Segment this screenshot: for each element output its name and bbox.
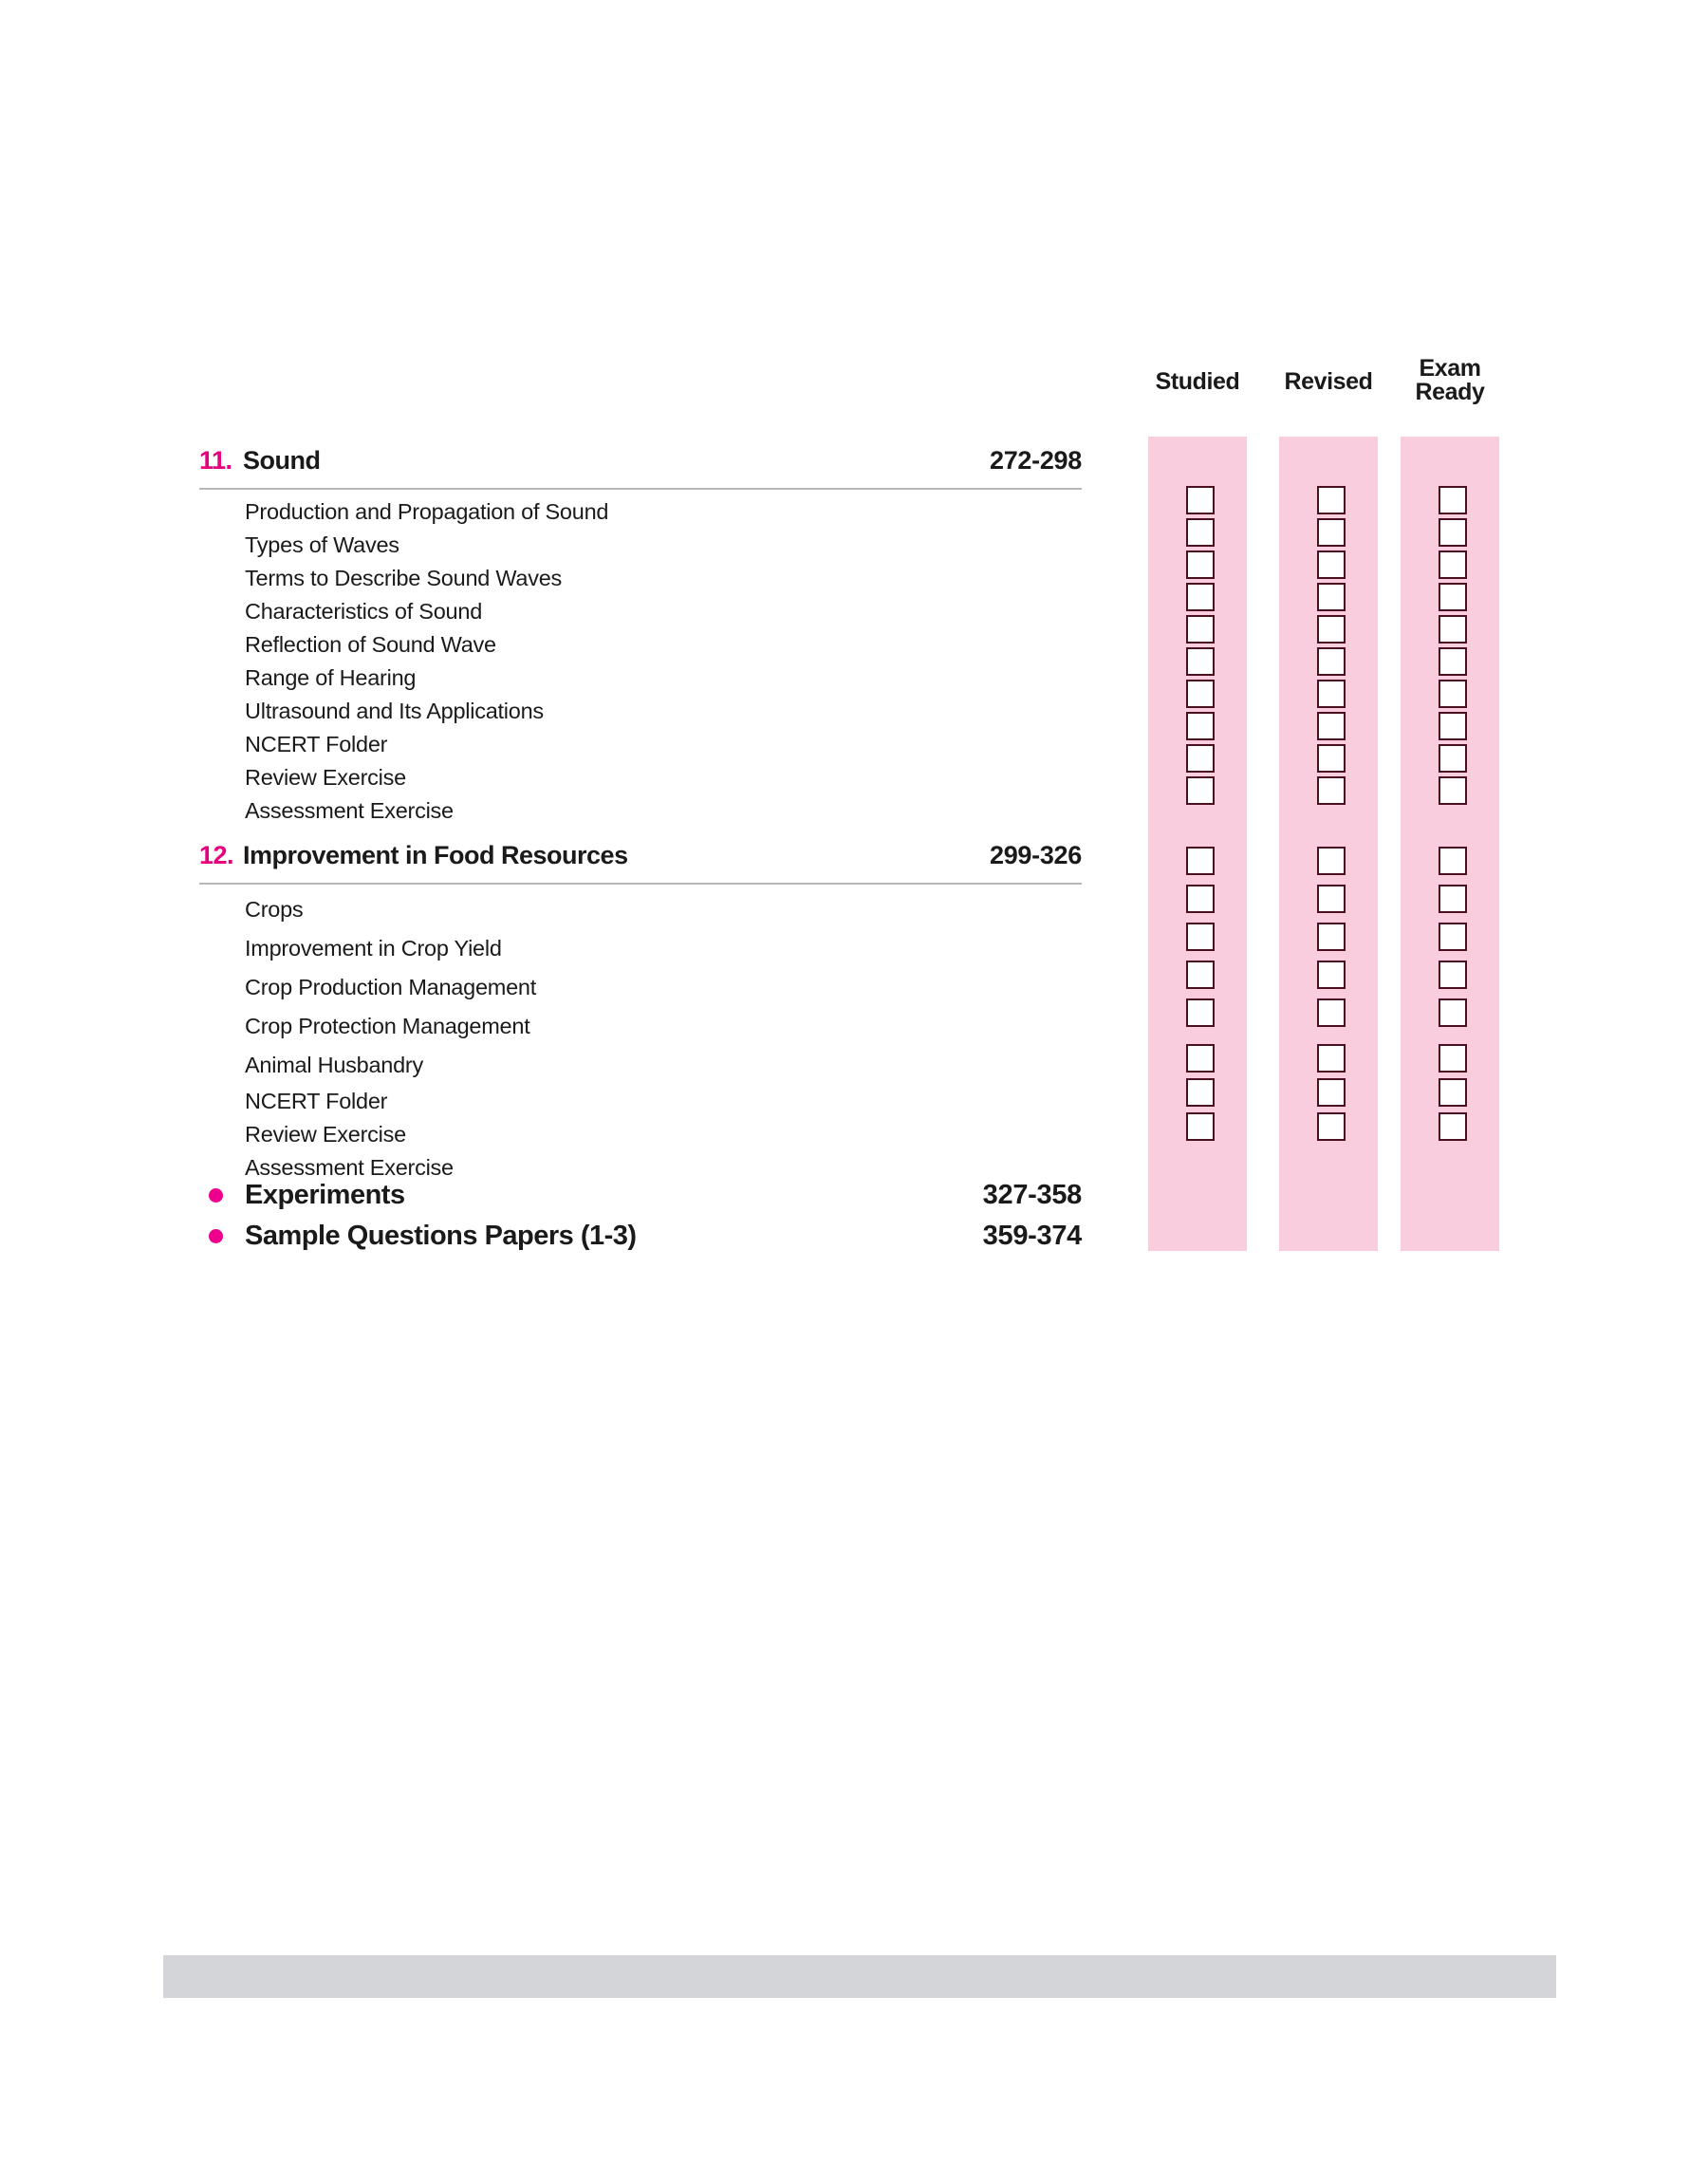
- checkbox-exam-ready-12-6[interactable]: [1439, 1044, 1467, 1073]
- appendix-pages-experiments: 327-358: [982, 1180, 1082, 1210]
- checkbox-revised-12-3[interactable]: [1317, 923, 1346, 951]
- column-header-studied: Studied: [1155, 368, 1240, 395]
- checkbox-exam-ready-11-2[interactable]: [1439, 518, 1467, 547]
- footer-bar: [163, 1955, 1556, 1998]
- checkbox-revised-12-7[interactable]: [1317, 1078, 1346, 1107]
- checkbox-studied-12-3[interactable]: [1186, 923, 1215, 951]
- list-item[interactable]: Review Exercise: [245, 1122, 406, 1147]
- checkbox-exam-ready-11-1[interactable]: [1439, 486, 1467, 514]
- chapter-11-topic-list: [199, 495, 1082, 828]
- appendix-entry-experiments[interactable]: [199, 1175, 1082, 1216]
- checkbox-exam-ready-11-6[interactable]: [1439, 647, 1467, 676]
- checkbox-revised-11-6[interactable]: [1317, 647, 1346, 676]
- appendix-entry-sample-papers[interactable]: [199, 1216, 1082, 1257]
- chapter-pages-12: 299-326: [990, 841, 1082, 869]
- chapter-number-11: 11.: [199, 446, 232, 475]
- list-item[interactable]: Types of Waves: [245, 532, 399, 557]
- chapter-title-11: Sound: [243, 446, 321, 475]
- checkbox-revised-11-2[interactable]: [1317, 518, 1346, 547]
- list-item[interactable]: NCERT Folder: [245, 1089, 388, 1113]
- list-item[interactable]: Assessment Exercise: [245, 1155, 454, 1180]
- chapter-heading-12[interactable]: [199, 841, 1082, 885]
- column-header-revised: Revised: [1284, 368, 1373, 395]
- checkbox-studied-12-1[interactable]: [1186, 847, 1215, 875]
- checkbox-exam-ready-12-8[interactable]: [1439, 1112, 1467, 1141]
- checkbox-exam-ready-11-8[interactable]: [1439, 712, 1467, 740]
- list-item[interactable]: Crops: [245, 897, 304, 922]
- checkbox-revised-12-1[interactable]: [1317, 847, 1346, 875]
- appendix-pages-sample-papers: 359-374: [982, 1221, 1082, 1251]
- column-header-exam-ready-line1: Exam: [1419, 355, 1481, 382]
- checkbox-exam-ready-12-5[interactable]: [1439, 998, 1467, 1027]
- checkbox-studied-12-4[interactable]: [1186, 961, 1215, 989]
- list-item[interactable]: Assessment Exercise: [245, 798, 454, 823]
- checkbox-exam-ready-12-2[interactable]: [1439, 885, 1467, 913]
- list-item[interactable]: Review Exercise: [245, 765, 406, 790]
- checkbox-revised-12-5[interactable]: [1317, 998, 1346, 1027]
- checkbox-studied-11-4[interactable]: [1186, 583, 1215, 611]
- appendix-label-sample-papers: Sample Questions Papers (1-3): [245, 1221, 637, 1251]
- column-header-exam-ready-line2: Ready: [1415, 379, 1485, 405]
- checkbox-studied-11-7[interactable]: [1186, 680, 1215, 708]
- list-item[interactable]: Production and Propagation of Sound: [245, 499, 609, 524]
- checkbox-exam-ready-12-7[interactable]: [1439, 1078, 1467, 1107]
- checkbox-exam-ready-11-3[interactable]: [1439, 550, 1467, 579]
- checkbox-studied-11-10[interactable]: [1186, 776, 1215, 805]
- chapter-pages-11: 272-298: [990, 446, 1082, 475]
- list-item[interactable]: Ultrasound and Its Applications: [245, 699, 544, 723]
- list-item[interactable]: NCERT Folder: [245, 732, 388, 756]
- chapter-number-12: 12.: [199, 841, 234, 869]
- checkbox-revised-11-1[interactable]: [1317, 486, 1346, 514]
- list-item[interactable]: Animal Husbandry: [245, 1053, 424, 1077]
- checkbox-studied-11-2[interactable]: [1186, 518, 1215, 547]
- progress-checklist: [1148, 355, 1509, 1319]
- checkbox-revised-12-2[interactable]: [1317, 885, 1346, 913]
- list-item[interactable]: Range of Hearing: [245, 665, 417, 690]
- chapter-entry-12: [199, 841, 1082, 1185]
- checkbox-studied-12-7[interactable]: [1186, 1078, 1215, 1107]
- chapter-12-topic-list-secondary: [199, 1085, 1082, 1185]
- bullet-dot-icon: [199, 1229, 245, 1243]
- checkbox-exam-ready-12-1[interactable]: [1439, 847, 1467, 875]
- chapter-12-topic-list-primary: [199, 890, 1082, 1085]
- list-item[interactable]: Crop Production Management: [245, 975, 537, 999]
- checklist-bar-studied: [1148, 437, 1247, 1251]
- checkbox-studied-12-5[interactable]: [1186, 998, 1215, 1027]
- checkbox-exam-ready-11-4[interactable]: [1439, 583, 1467, 611]
- checkbox-studied-11-5[interactable]: [1186, 615, 1215, 644]
- bullet-dot-icon: [199, 1188, 245, 1203]
- checkbox-revised-11-4[interactable]: [1317, 583, 1346, 611]
- checkbox-revised-11-7[interactable]: [1317, 680, 1346, 708]
- list-item[interactable]: Crop Protection Management: [245, 1014, 530, 1038]
- checklist-bar-revised: [1279, 437, 1378, 1251]
- checkbox-exam-ready-11-7[interactable]: [1439, 680, 1467, 708]
- chapter-title-12: Improvement in Food Resources: [243, 841, 628, 869]
- list-item[interactable]: Terms to Describe Sound Waves: [245, 566, 563, 590]
- checkbox-studied-11-1[interactable]: [1186, 486, 1215, 514]
- checkbox-revised-11-3[interactable]: [1317, 550, 1346, 579]
- checklist-bar-exam-ready: [1401, 437, 1499, 1251]
- checkbox-exam-ready-11-10[interactable]: [1439, 776, 1467, 805]
- checkbox-revised-12-8[interactable]: [1317, 1112, 1346, 1141]
- list-item[interactable]: Characteristics of Sound: [245, 599, 483, 624]
- column-header-exam-ready: [1387, 357, 1513, 404]
- checkbox-studied-12-6[interactable]: [1186, 1044, 1215, 1073]
- checkbox-revised-12-6[interactable]: [1317, 1044, 1346, 1073]
- checkbox-revised-11-8[interactable]: [1317, 712, 1346, 740]
- checkbox-exam-ready-11-5[interactable]: [1439, 615, 1467, 644]
- list-item[interactable]: Reflection of Sound Wave: [245, 632, 496, 657]
- checkbox-revised-11-9[interactable]: [1317, 744, 1346, 773]
- checkbox-revised-11-10[interactable]: [1317, 776, 1346, 805]
- chapter-entry-11: [199, 446, 1082, 828]
- checkbox-exam-ready-12-4[interactable]: [1439, 961, 1467, 989]
- spacer: [199, 828, 1082, 841]
- appendix-label-experiments: Experiments: [245, 1180, 405, 1210]
- checkbox-revised-11-5[interactable]: [1317, 615, 1346, 644]
- checkbox-studied-12-2[interactable]: [1186, 885, 1215, 913]
- checkbox-studied-11-6[interactable]: [1186, 647, 1215, 676]
- checkbox-studied-11-9[interactable]: [1186, 744, 1215, 773]
- checkbox-exam-ready-12-3[interactable]: [1439, 923, 1467, 951]
- checkbox-exam-ready-11-9[interactable]: [1439, 744, 1467, 773]
- checkbox-studied-11-8[interactable]: [1186, 712, 1215, 740]
- chapter-heading-11[interactable]: [199, 446, 1082, 490]
- appendix-entries: [199, 1175, 1082, 1257]
- table-of-contents: [199, 446, 1082, 1185]
- checkbox-revised-12-4[interactable]: [1317, 961, 1346, 989]
- checkbox-studied-12-8[interactable]: [1186, 1112, 1215, 1141]
- list-item[interactable]: Improvement in Crop Yield: [245, 936, 502, 961]
- checkbox-studied-11-3[interactable]: [1186, 550, 1215, 579]
